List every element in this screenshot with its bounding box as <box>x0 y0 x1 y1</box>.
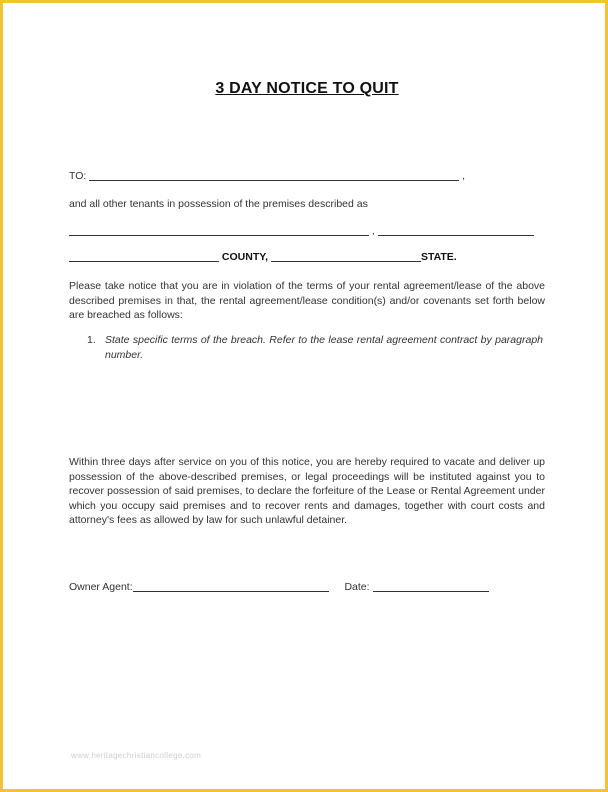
breach-item <box>87 333 545 362</box>
to-label: TO: <box>69 170 87 182</box>
state-blank[interactable] <box>271 251 421 262</box>
demand-paragraph: Within three days after service on you of this notice, you are hereby required to vacate and deliver up possession of the above-described premises, or legal proceedings will be instituted against you to recover possession of said premises, to declare the forfeiture of the Lease or Rental Agreement under which you occupy said premises and to recover rents and damages, together with court costs and attorney's fees as allowed by law for such unlawful detainer. <box>69 456 545 526</box>
breach-item-text: State specific terms of the breach. Refer to the lease rental agreement contract by paragraph number. <box>105 334 543 361</box>
address-blank[interactable] <box>69 225 369 236</box>
notice-paragraph: Please take notice that you are in violation of the terms of your rental agreement/lease of the above described premises in that, the rental agreement/lease condition(s) and/or covenants set forth below are breached as follows: <box>69 280 545 321</box>
to-line <box>69 170 465 182</box>
address-comma: , <box>371 225 375 237</box>
watermark-text: www.heritagechristiancollege.com <box>71 751 202 760</box>
tenants-line: and all other tenants in possession of the premises described as <box>69 198 368 210</box>
state-label: STATE. <box>420 251 457 263</box>
document-title: 3 DAY NOTICE TO QUIT <box>215 80 399 97</box>
to-trailing-comma: , <box>462 170 466 182</box>
county-state-line <box>69 251 457 263</box>
signature-line <box>69 581 489 593</box>
address-line <box>69 225 534 237</box>
owner-agent-blank[interactable] <box>133 581 329 592</box>
to-blank[interactable] <box>89 170 459 181</box>
owner-agent-label: Owner Agent: <box>69 581 133 593</box>
address-blank-2[interactable] <box>378 225 534 236</box>
county-blank[interactable] <box>69 251 219 262</box>
county-label: COUNTY, <box>221 251 269 263</box>
date-label: Date: <box>344 581 370 593</box>
date-blank[interactable] <box>373 581 489 592</box>
breach-item-number: 1. <box>87 334 96 346</box>
